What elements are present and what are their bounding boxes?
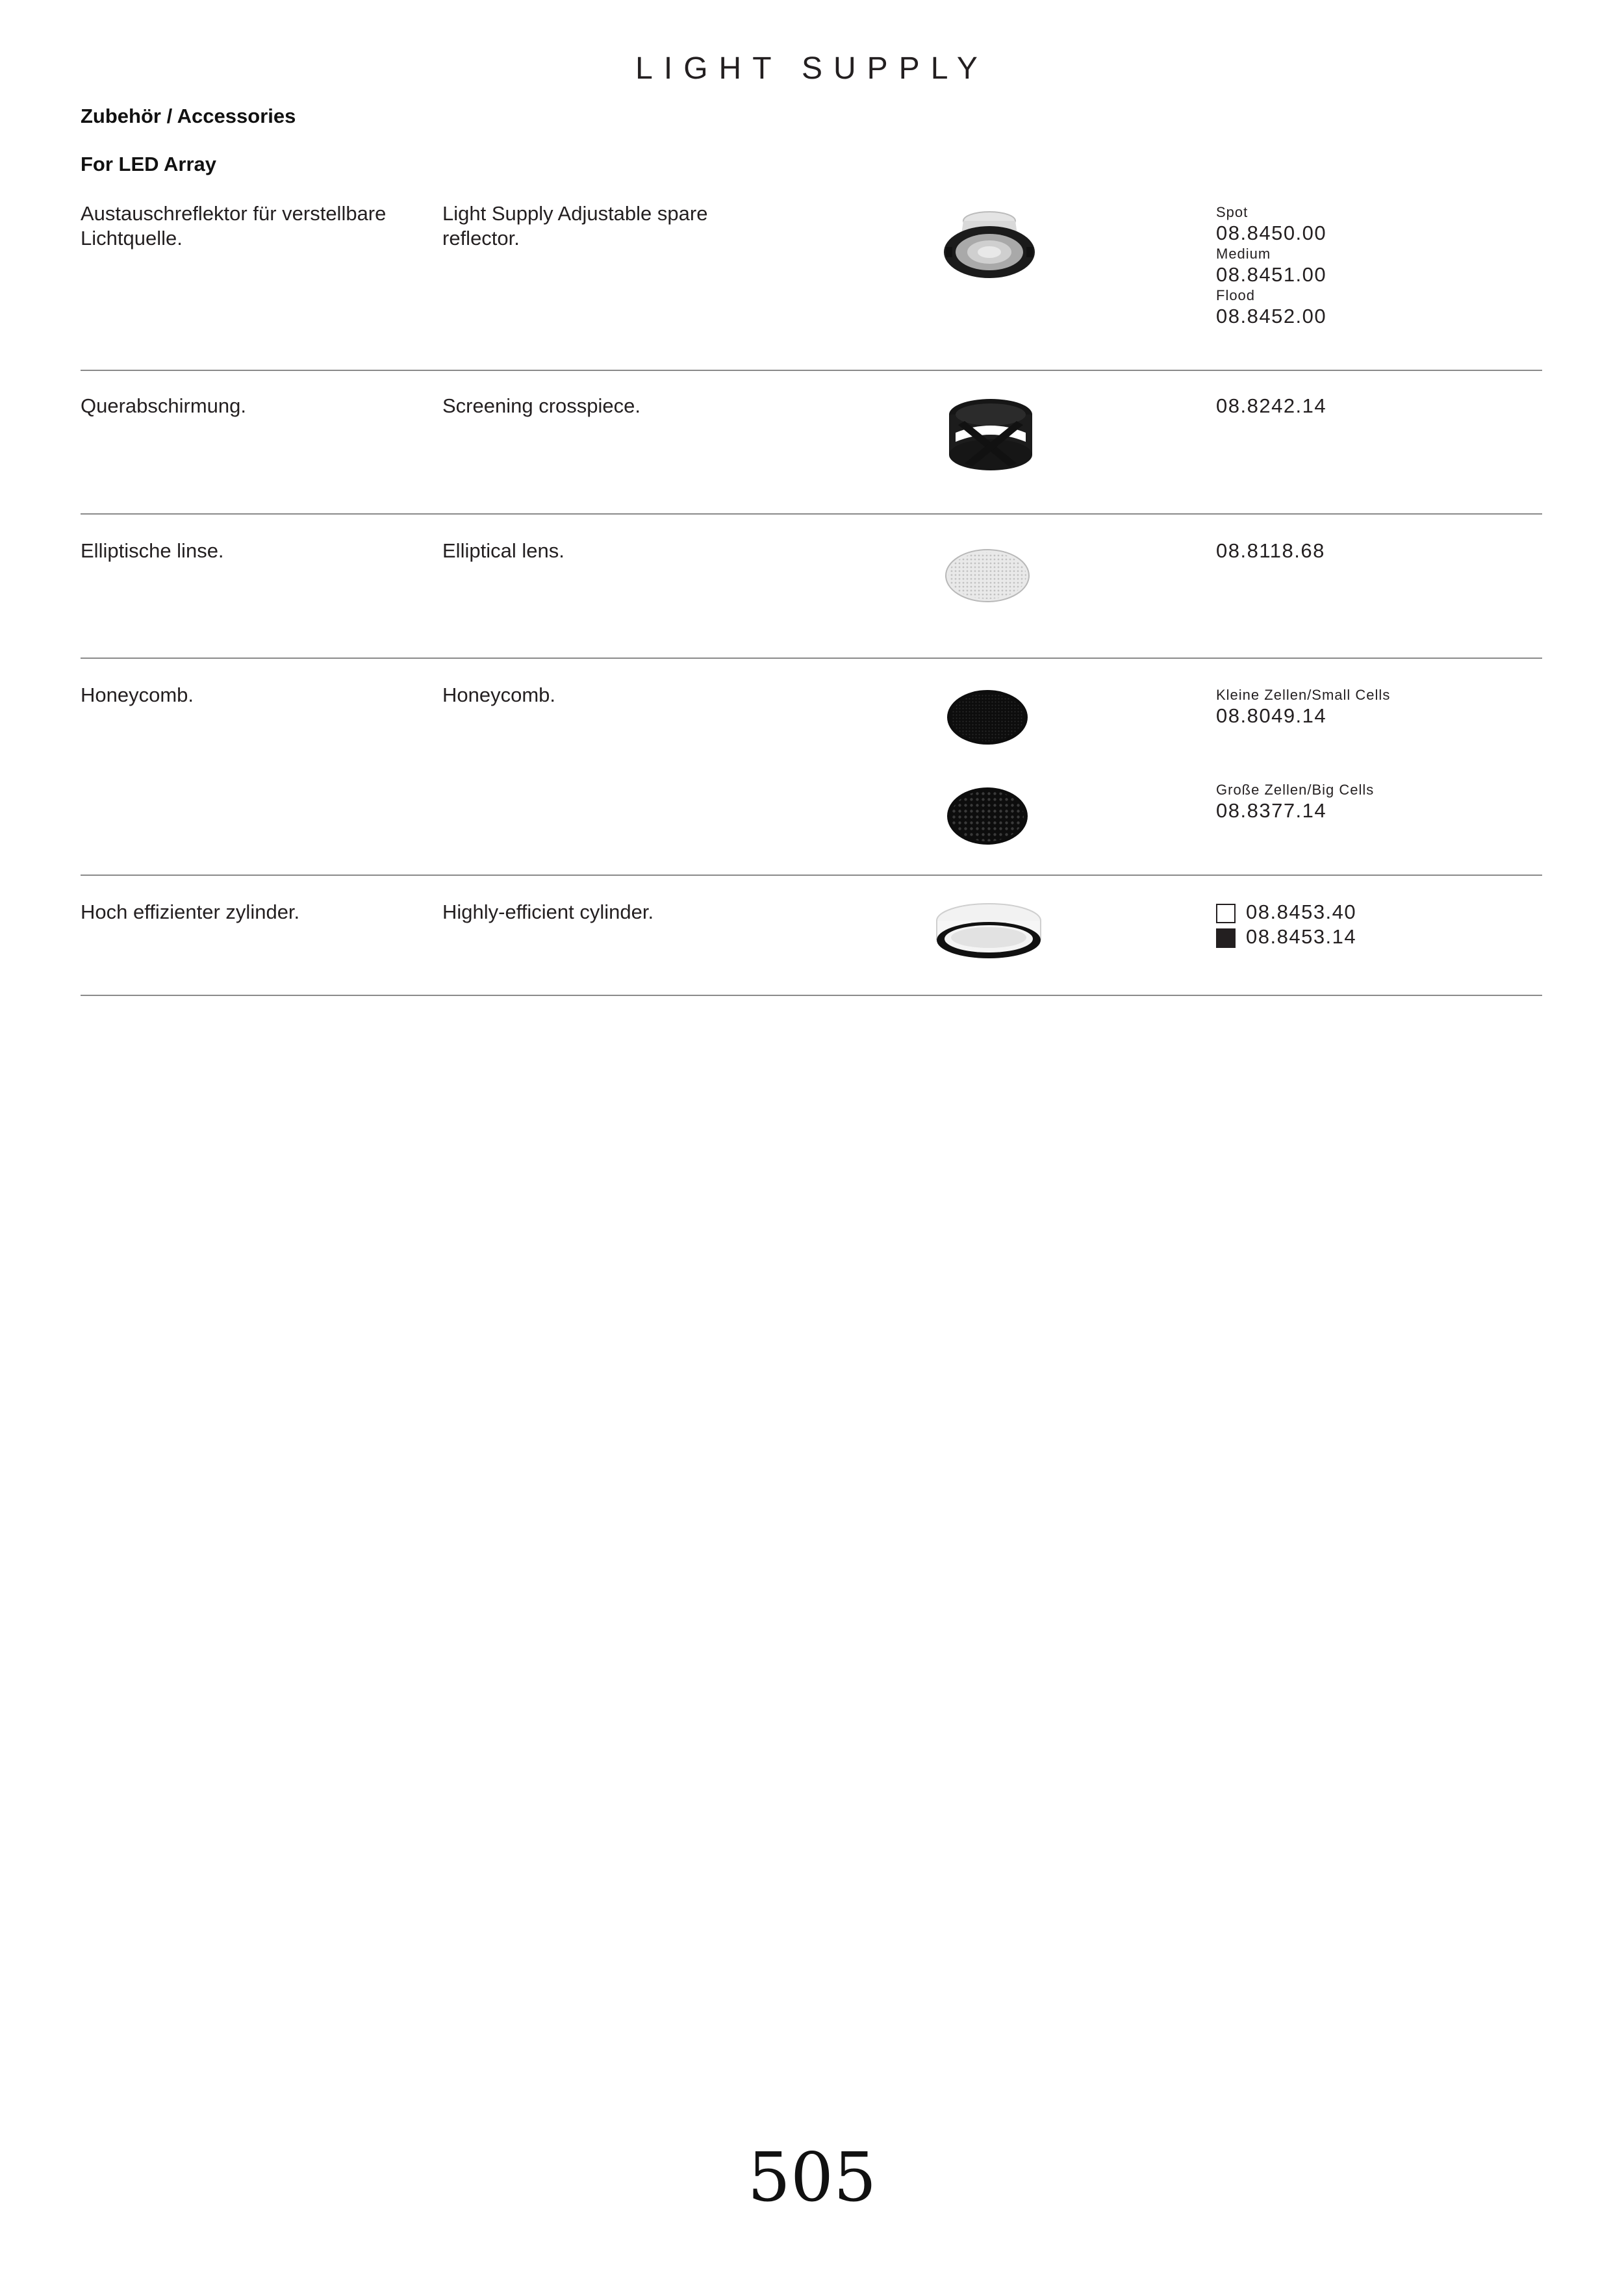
reflector-icon [941, 207, 1038, 285]
row-divider [81, 370, 1542, 371]
description-de: Austauschreflektor für verstellbare Lichtquelle. [81, 202, 387, 249]
article-codes [1216, 683, 1390, 823]
article-codes [1216, 394, 1326, 418]
crosspiece-icon [945, 395, 1036, 479]
article-code-big-cells: 08.8377.14 [1216, 799, 1327, 822]
row-divider [81, 875, 1542, 876]
code-label-flood: Flood [1216, 287, 1256, 303]
row-divider [81, 995, 1542, 996]
row-divider [81, 658, 1542, 659]
description-de: Querabschirmung. [81, 394, 247, 417]
article-code-spot: 08.8450.00 [1216, 222, 1327, 244]
black-swatch-icon [1216, 928, 1236, 948]
honeycomb-big-icon [945, 785, 1030, 847]
article-code: 08.8118.68 [1216, 539, 1325, 562]
subsection-heading: For LED Array [81, 153, 217, 175]
description-en: Light Supply Adjustable spare reflector. [442, 202, 708, 249]
article-code-white: 08.8453.40 [1246, 901, 1357, 923]
article-code-flood: 08.8452.00 [1216, 305, 1327, 327]
article-codes [1216, 201, 1326, 329]
description-en: Elliptical lens. [442, 539, 565, 562]
variant-white [1216, 900, 1356, 925]
article-codes [1216, 539, 1325, 563]
row-divider [81, 513, 1542, 515]
description-en: Highly-efficient cylinder. [442, 901, 654, 923]
description-de: Honeycomb. [81, 683, 194, 706]
honeycomb-small-icon [945, 687, 1030, 747]
white-swatch-icon [1216, 904, 1236, 923]
page-number: 505 [747, 2138, 877, 2217]
section-heading: Zubehör / Accessories [81, 105, 296, 127]
variant-black [1216, 925, 1356, 949]
cylinder-icon [932, 900, 1046, 965]
code-label-medium: Medium [1216, 246, 1271, 262]
description-de: Hoch effizienter zylinder. [81, 901, 300, 923]
code-label-big-cells: Große Zellen/Big Cells [1216, 782, 1375, 798]
description-en: Honeycomb. [442, 683, 556, 706]
code-label-small-cells: Kleine Zellen/Small Cells [1216, 687, 1391, 703]
article-code-black: 08.8453.14 [1246, 925, 1357, 948]
article-code-small-cells: 08.8049.14 [1216, 704, 1327, 727]
article-code-medium: 08.8451.00 [1216, 263, 1327, 286]
description-de: Elliptische linse. [81, 539, 224, 562]
description-en: Screening crosspiece. [442, 394, 641, 417]
lens-icon [942, 546, 1033, 604]
page-title: LIGHT SUPPLY [635, 51, 989, 86]
article-codes [1216, 900, 1356, 949]
article-code: 08.8242.14 [1216, 394, 1327, 417]
code-label-spot: Spot [1216, 204, 1249, 220]
